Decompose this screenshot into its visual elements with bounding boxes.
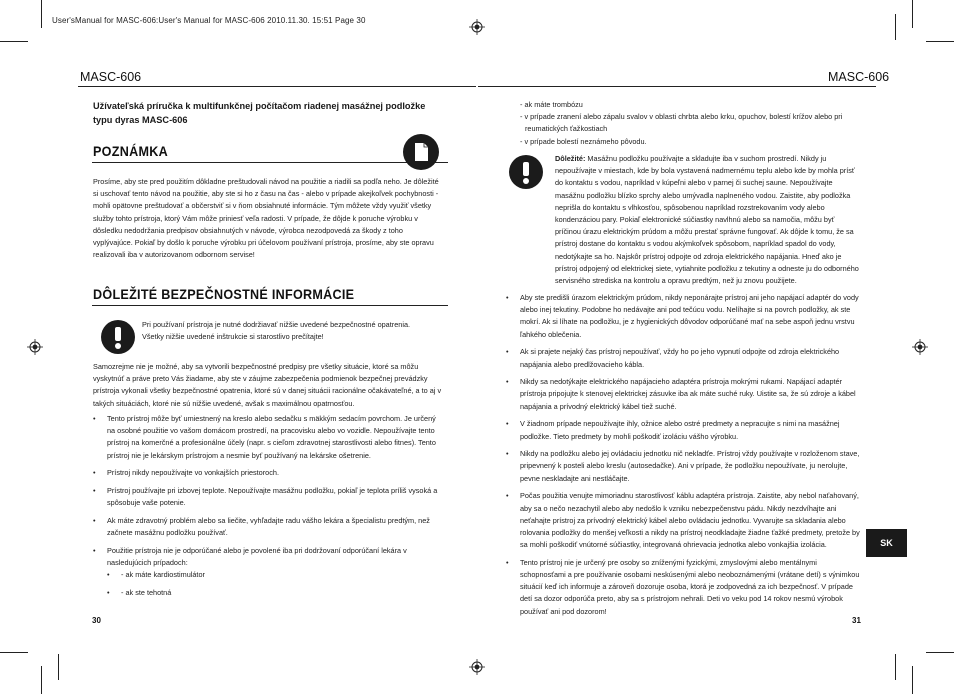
left-bullet-list: [93, 413, 443, 605]
document-icon: [403, 134, 439, 170]
list-item: • Nikdy sa nedotýkajte elektrického napájacieho adaptéra prístroja mokrými rukami. Napájací adaptér prístroja pripojujte k stenovej elektrickej zásuvke iba ak máte suché ruky. Uistite sa, že sú zdroje a kábel napájania a prívodný elektrický kábel tiež suché.: [506, 376, 862, 413]
continued-item: - v prípade bolestí neznámeho pôvodu.: [520, 136, 647, 146]
list-item: • Tento prístroj nie je určený pre osoby so zníženými fyzickými, zmyslovými alebo mentálnymi schopnosťami a pre používanie osobami neskúsenými alebo neoboznámenými (vrátane detí) s výnimkou situácií keď ich informuje a zároveň dozoruje osoba, ktorá je zodpovedná za ich bezpečnosť. V prípade detí sa dozor odporúča preto, aby sa s prístrojom nehrali. Deti vo veku pod 14 rokov nesmú výrobok používať ani pod dozorom!: [506, 557, 862, 618]
list-item: • Nikdy na podložku alebo jej ovládaciu jednotku nič nekladťe. Prístroj vždy používajte v rozloženom stave, pripevnený k posteli alebo kreslu (autosedačke). Ani v prípade, že podložku nepoužívate, ju nerolujte, pevne neskladajte ani nestláčajte.: [506, 448, 862, 485]
note-text: Prosíme, aby ste pred použitím dôkladne preštudovali návod na použitie a riadili sa podľa neho. Je dôležité si uschovať tento návod na použitie, aby ste si ho z času na čas - alebo v prípade akejkoľvek pochybnosti - mohli opätovne preštudovať a občerstviť si v ňom obsiahnuté informácie. Tým môžete vždy využiť všetky služby tohto prístroja, ktorý Vám môže priniesť veľa radosti. V prípade, že dôjde k poruche výrobku v dôsledku nedodržania predpisov obsiahnutých v návode, výrobca nezodpovedá za škody z toho vyplývajúce. Pokiaľ by došlo k poruche výrobku pri účelovom používaní prístroja, prosíme, aby ste opravu realizovali iba v autorizovanom odbornom servise!: [93, 177, 439, 260]
safety-heading: DÔLEŽITÉ BEZPEČNOSTNÉ INFORMÁCIE: [93, 286, 355, 302]
registration-mark-left: [27, 339, 43, 355]
safety-heading-rule: [92, 305, 448, 306]
sub-list-item: • - ak máte kardiostimulátor: [107, 569, 443, 581]
continued-item: - v prípade zranení alebo zápalu svalov v oblasti chrbta alebo krku, opuchov, bolestí krížov alebo pri reumatických ťažkostiach: [520, 112, 843, 134]
note-heading-rule: [92, 162, 448, 163]
list-item: [93, 545, 443, 599]
list-item-text: Použitie prístroja nie je odporúčané alebo je povolené iba pri dodržovaní odporúčaní lekára v nasledujúcich prípadoch:: [107, 545, 407, 568]
language-tab: SK: [866, 529, 907, 557]
important-note: [555, 153, 860, 287]
warning-icon-left: [101, 320, 135, 354]
sub-list-item: • - ak ste tehotná: [107, 587, 443, 599]
continued-list: [520, 99, 860, 148]
registration-mark-bottom: [469, 659, 485, 675]
print-slug: User'sManual for MASC-606:User's Manual for MASC-606 2010.11.30. 15:51 Page 30: [52, 16, 366, 25]
header-model-left: MASC-606: [80, 70, 142, 84]
warning-icon-right: [509, 155, 543, 189]
list-item: • Ak máte zdravotný problém alebo sa liečite, vyhľadajte radu vášho lekára a špecialistu predtým, než začnete masážnu podložku používať.: [93, 515, 443, 539]
list-item: • Tento prístroj môže byť umiestnený na kreslo alebo sedačku s mäkkým sedacím povrchom. Je určený na osobné použitie vo vašom domácom prostredí, na pracovisku alebo vo vozidle. Nepoužívajte tento prístroj na komerčné a profesionálne účely (napr. s cieľom zdravotnej starostlivosti alebo fitnes). Tento prístroj nie je lekárskym prístrojom a nesmie byť používaný na lekárske ošetrenie.: [93, 413, 443, 462]
header-rule-right: [478, 86, 876, 87]
continued-item: - ak máte trombózu: [520, 100, 583, 109]
list-item: • Aby ste predišli úrazom elektrickým prúdom, nikdy neponárajte prístroj ani jeho napájací adaptér do vody alebo inej tekutiny. Podobne ho nedávajte ani pod tečúcu vodu. Nelíhajte si na povrch podložky, ak ste mokrí. Ak si líhate na podložku, je z hygienických dôvodov odporúčané mať na sebe aspoň jednu vrstvu ľahkého oblečenia.: [506, 292, 862, 341]
right-bullet-list: [506, 292, 862, 623]
list-item: • Prístroj nikdy nepoužívajte vo vonkajších priestoroch.: [93, 467, 443, 479]
important-text: Masážnu podložku používajte a skladujte iba v suchom prostredí. Nikdy ju nepoužívajte v miestach, kde by bola vystavená nadmernému teplu alebo kde by mohla prísť do kontaktu s vodou, napríklad v kúpeľni alebo v parnej či suchej saune. Nepoužívajte masážnu podložku blízko sprchy alebo umývadla naplneného vodou. Zaistite, aby podložka neprišla do kontaktu s vlhkosťou, spôsobenou napríklad rozstrekovaním vody alebo kondenzáciou pary. Pokiaľ elektronické súčiastky navlhnú alebo sa namočia, môžu byť príčinou úrazu elektrickým prúdom a môžu prestať správne fungovať. Ak dôjde k tomu, že sa prístroj dostane do kontaktu s vodou akýmkoľvek spôsobom, napríklad spadol do vody, nedotýkajte sa ho. Najskôr prístroj odpojte od zdroja elektrického napájania. Hneď ako je prístroj odpojený od elektrickej siete, vytiahnite podložku z tekutiny a odneste ju do odborného servisného strediska na kontrolu a opravu predtým, než ju znovu použijete.: [555, 154, 859, 286]
manual-title: Užívateľská príručka k multifunkčnej počítačom riadenej masážnej podložke typu dyras MASC-606: [93, 101, 426, 125]
registration-mark-top: [469, 19, 485, 35]
note-heading: POZNÁMKA: [93, 143, 168, 159]
list-item: • Ak si prajete nejaký čas prístroj nepoužívať, vždy ho po jeho vypnutí odpojte od zdroja elektrického napájania alebo predlžovacieho kábla.: [506, 346, 862, 370]
header-rule-left: [78, 86, 476, 87]
important-label: Dôležité:: [555, 154, 586, 163]
warning-text: Pri používaní prístroja je nutné dodržiavať nižšie uvedené bezpečnostné opatrenia. Všetky nižšie uvedené inštrukcie si starostlivo prečítajte!: [142, 320, 411, 342]
page-number-left: 30: [92, 616, 101, 625]
intro-text: Samozrejme nie je možné, aby sa vytvorili bezpečnostné predpisy pre všetky situácie, ktoré sa môžu vyskytnúť a práve preto Vás žiadame, aby ste v záujme zabezpečenia podmienok bezpečnej prevádzky prístroja vykonali všetky bezpečnostné opatrenia, ktoré sú v danej situácii racionálne očakávateľné, a to aj v takých situáciách, ktoré nie sú nižšie uvedené, avšak s maximálnou opatrnosťou.: [93, 362, 442, 408]
list-item: • V žiadnom prípade nepoužívajte ihly, ožnice alebo ostré predmety a nepracujte s nimi na masážnej podložke. Tieto predmety by mohli poškodiť izoláciu vášho výrobku.: [506, 418, 862, 442]
list-item: • Prístroj používajte pri izbovej teplote. Nepoužívajte masážnu podložku, pokiaľ je teplota príliš vysoká a spôsobuje vaše potenie.: [93, 485, 443, 509]
list-item: • Počas použitia venujte mimoriadnu starostlivosť káblu adaptéra prístroja. Zaistite, aby nebol naťahovaný, aby sa o nečo nezachytil alebo aby nedošlo k vzniku nebezpečenstvu pádu. Nikdy nezdvíhajte ani neťahajte prístroj za prívodný elektrický kábel alebo ovládaciu jednotku. Vyvarujte sa skladania alebo rolovania podložky do menšej veľkosti a nikdy na prístroj neodkladajte žiadne ťažké predmety, pretože by sa mohli poškodiť vnútorné súčiastky, integrovaná ohrievacia jednotka alebo vonkajšia izolácia.: [506, 490, 862, 551]
header-model-right: MASC-606: [828, 70, 890, 84]
page-number-right: 31: [852, 616, 861, 625]
registration-mark-right: [912, 339, 928, 355]
